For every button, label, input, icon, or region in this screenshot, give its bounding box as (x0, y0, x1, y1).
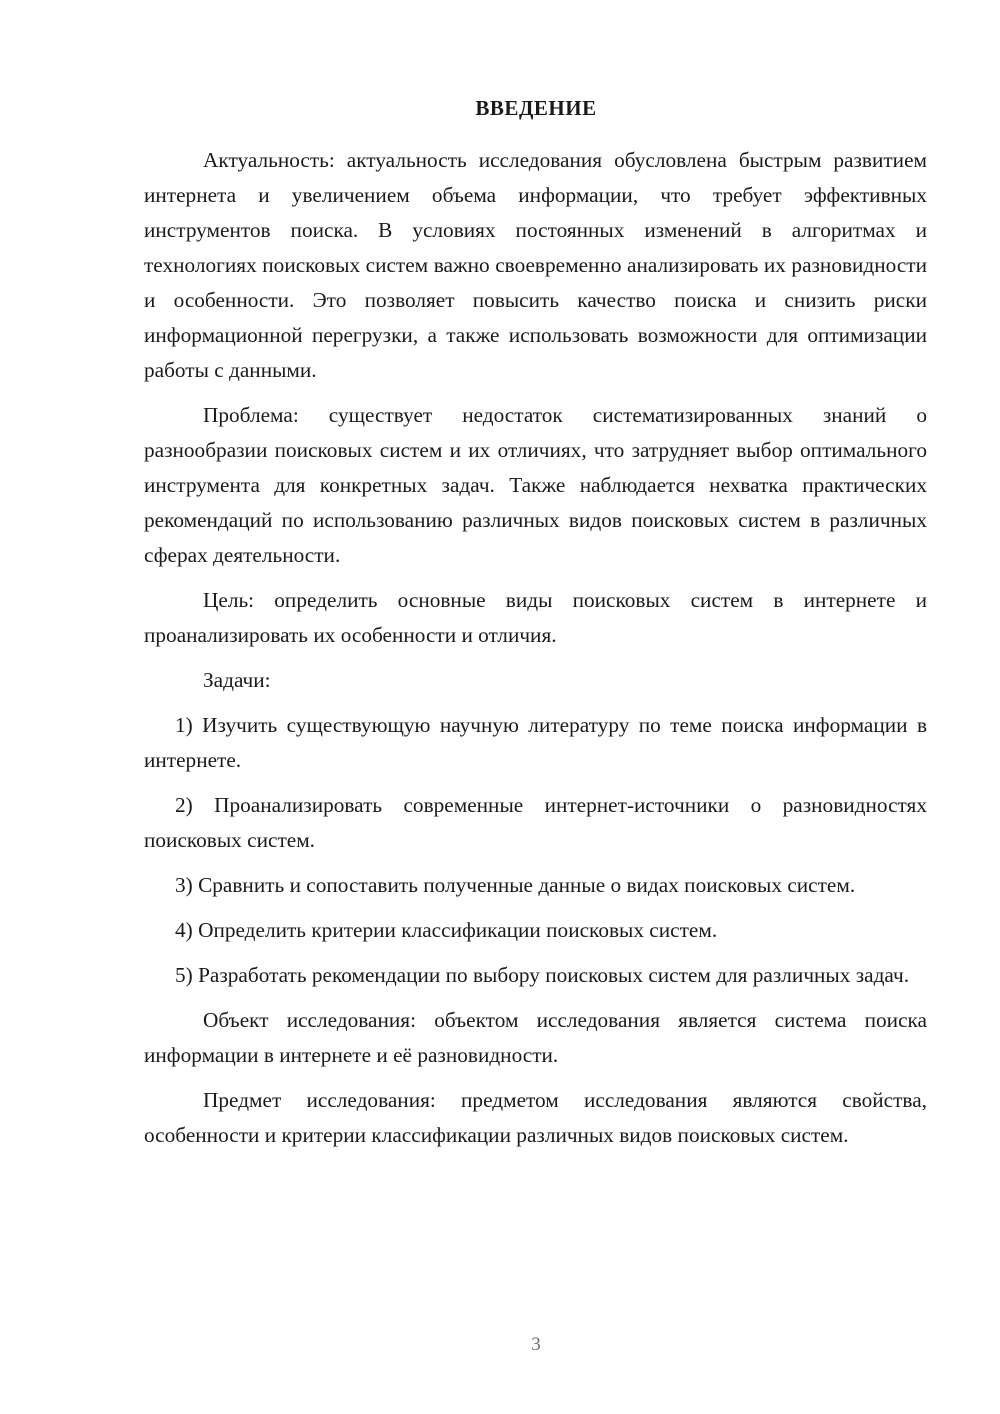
paragraph-goal: Цель: определить основные виды поисковых систем в интернете и проанализировать их особенности и отличия. (144, 588, 927, 647)
task-item-1: 1) Изучить существующую научную литературу по теме поиска информации в интернете. (144, 713, 927, 772)
task-item-5: 5) Разработать рекомендации по выбору поисковых систем для различных задач. (175, 963, 910, 987)
paragraph-relevance: Актуальность: актуальность исследования обусловлена быстрым развитием интернета и увеличением объема информации, что требует эффективных инструментов поиска. В условиях постоянных изменений в алгоритмах и технологиях поисковых систем важно своевременно анализировать их разновидности и особенности. Это позволяет повысить качество поиска и снизить риски информационной перегрузки, а также использовать возможности для оптимизации работы с данными. (144, 148, 927, 382)
paragraph-subject: Предмет исследования: предметом исследования являются свойства, особенности и критерии классификации различных видов поисковых систем. (144, 1088, 927, 1147)
tasks-label: Задачи: (203, 668, 271, 692)
paragraph-problem: Проблема: существует недостаток систематизированных знаний о разнообразии поисковых систем и их отличиях, что затрудняет выбор оптимального инструмента для конкретных задач. Также наблюдается нехватка практических рекомендаций по использованию различных видов поисковых систем в различных сферах деятельности. (144, 403, 927, 567)
task-item-2: 2) Проанализировать современные интернет-источники о разновидностях поисковых систем. (144, 793, 927, 852)
document-body (144, 143, 927, 1163)
paragraph-object: Объект исследования: объектом исследования является система поиска информации в интернете и её разновидности. (144, 1008, 927, 1067)
page-number: 3 (531, 1334, 541, 1355)
task-item-3: 3) Сравнить и сопоставить полученные данные о видах поисковых систем. (175, 873, 856, 897)
task-item-4: 4) Определить критерии классификации поисковых систем. (175, 918, 718, 942)
section-heading: ВВЕДЕНИЕ (475, 96, 597, 120)
